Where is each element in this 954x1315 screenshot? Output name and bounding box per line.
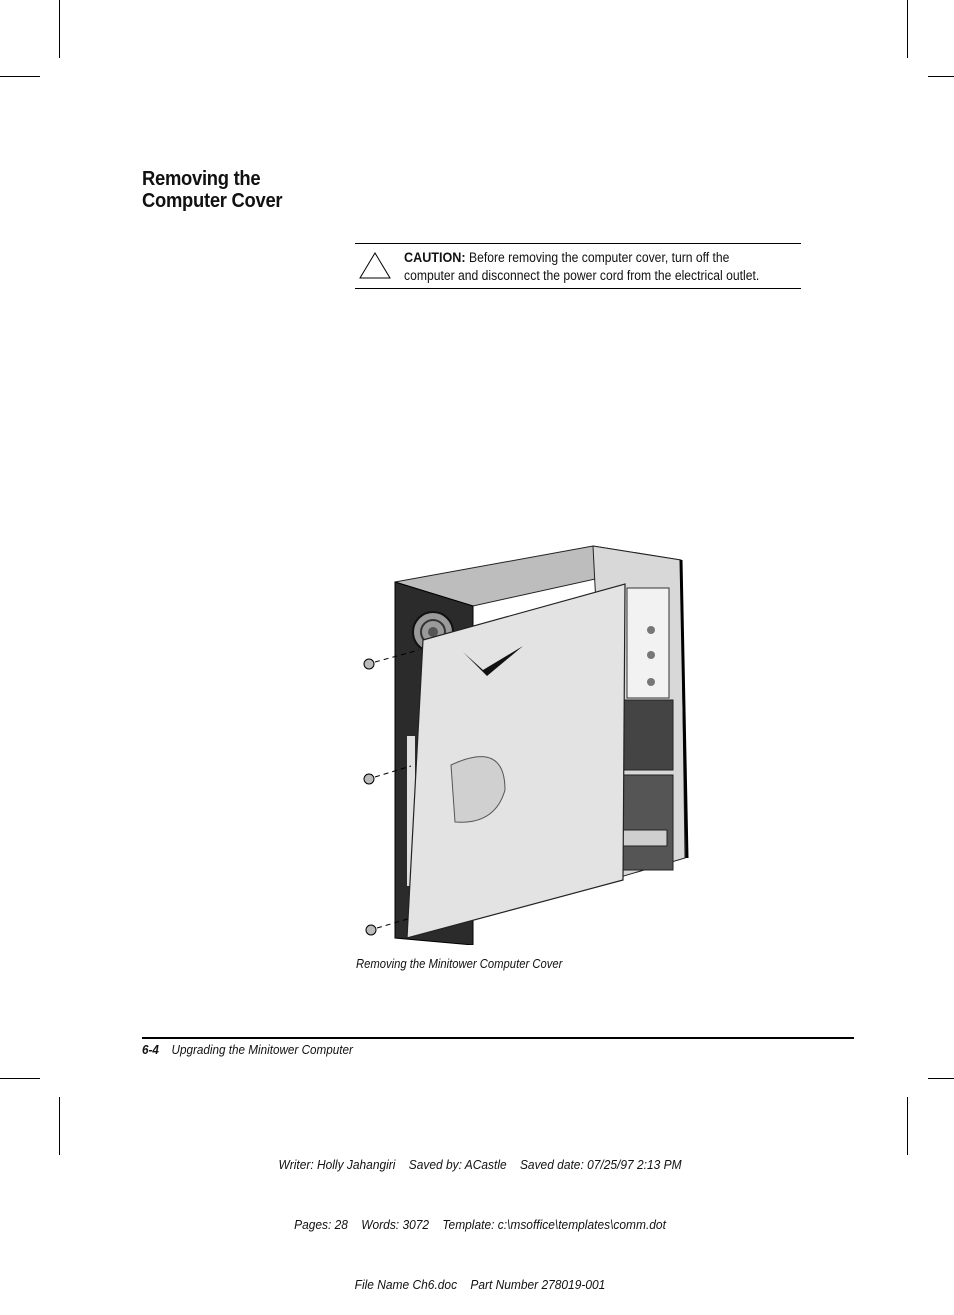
section-heading-line1: Removing the: [142, 168, 261, 190]
drive-bracket: [623, 830, 667, 846]
caution-text-line2: computer and disconnect the power cord from the electrical outlet.: [404, 268, 760, 283]
page-footer: [142, 1042, 353, 1057]
drive-slot-2: [647, 651, 655, 659]
crop-mark-bottom-right-h: [928, 1078, 954, 1079]
drive-bay-bottom: [617, 775, 673, 870]
document-metadata: [240, 1115, 720, 1315]
drive-slot-3: [647, 678, 655, 686]
metadata-line2: Pages: 28 Words: 3072 Template: c:\msoffice\templates\comm.dot: [294, 1217, 666, 1232]
crop-mark-top-right-h: [928, 76, 954, 77]
crop-mark-bottom-left-h: [0, 1078, 40, 1079]
caution-triangle-icon: [358, 250, 392, 280]
chapter-title: Upgrading the Minitower Computer: [171, 1042, 353, 1057]
crop-mark-top-left: [59, 0, 60, 58]
page-number: 6-4: [142, 1042, 159, 1057]
section-heading: [142, 168, 282, 212]
section-heading-line2: Computer Cover: [142, 190, 283, 212]
footer-rule: [142, 1037, 854, 1039]
minitower-cover-illustration: [355, 540, 695, 945]
crop-mark-top-right: [907, 0, 908, 58]
crop-mark-bottom-right: [907, 1097, 908, 1155]
metadata-line1: Writer: Holly Jahangiri Saved by: ACastle Saved date: 07/25/97 2:13 PM: [278, 1157, 682, 1172]
metadata-line3: File Name Ch6.doc Part Number 278019-001: [354, 1277, 606, 1292]
caution-label: CAUTION:: [404, 249, 466, 265]
figure-caption: Removing the Minitower Computer Cover: [356, 957, 563, 971]
crop-mark-bottom-left: [59, 1097, 60, 1155]
crop-mark-top-left-h: [0, 76, 40, 77]
caution-text-line1: Before removing the computer cover, turn off the: [465, 250, 730, 265]
caution-text: [404, 248, 782, 285]
caution-box: [355, 243, 801, 289]
drive-slot-1: [647, 626, 655, 634]
side-cover: [407, 584, 625, 938]
drive-bay-middle: [617, 700, 673, 770]
